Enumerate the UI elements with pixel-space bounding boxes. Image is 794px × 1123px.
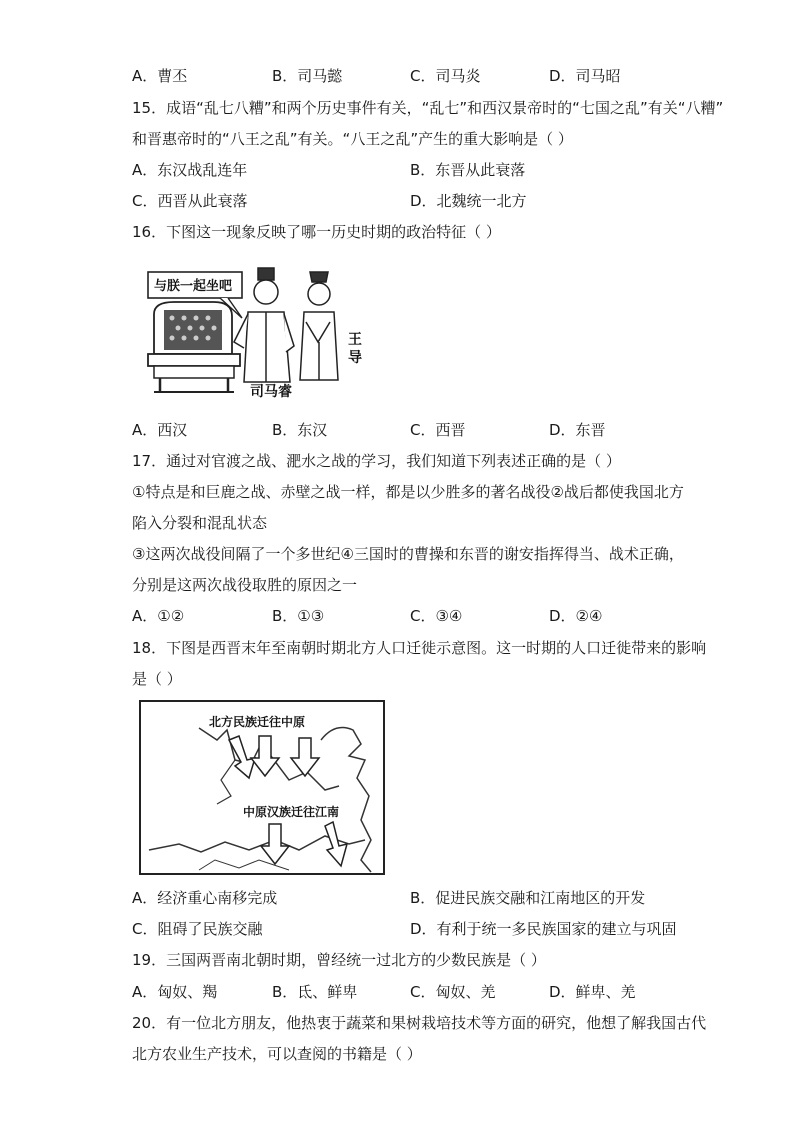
q18-stem-line2: 是（ ） xyxy=(132,670,182,688)
q17-statement-3: ③这两次战役间隔了一个多世纪④三国时的曹操和东晋的谢安指挥得当、战术正确， xyxy=(132,545,684,563)
emperor-name: 司马睿 xyxy=(250,384,292,400)
emperor-figure xyxy=(234,268,294,382)
q17-statement-1-cont: 陷入分裂和混乱状态 xyxy=(132,514,268,532)
q18-option-a: A．经济重心南移完成 xyxy=(132,889,278,907)
migration-map-svg xyxy=(139,700,385,875)
q17-stem: 17．通过对官渡之战、淝水之战的学习，我们知道下列表述正确的是（ ） xyxy=(132,452,621,470)
minister-name-2: 导 xyxy=(348,350,362,366)
q18-migration-map xyxy=(139,700,385,875)
speech-text: 与朕一起坐吧 xyxy=(154,279,233,294)
q16-figure xyxy=(140,262,368,402)
q16-option-c: C．西晋 xyxy=(410,421,466,439)
q20-stem-line1: 20．有一位北方朋友，他热衷于蔬菜和果树栽培技术等方面的研究，他想了解我国古代 xyxy=(132,1014,707,1032)
q15-option-b: B．东晋从此衰落 xyxy=(410,161,526,179)
q16-option-b: B．东汉 xyxy=(272,421,328,439)
q19-option-d: D．鲜卑、羌 xyxy=(549,983,636,1001)
q15-option-c: C．西晋从此衰落 xyxy=(132,192,248,210)
q17-option-c: C．③④ xyxy=(410,607,463,625)
q17-option-d: D．②④ xyxy=(549,607,603,625)
q16-option-a: A．西汉 xyxy=(132,421,188,439)
throne-icon xyxy=(148,302,240,392)
minister-name-1: 王 xyxy=(348,332,362,348)
q15-option-a: A．东汉战乱连年 xyxy=(132,161,248,179)
q17-option-a: A．①② xyxy=(132,607,185,625)
q20-stem-line2: 北方农业生产技术，可以查阅的书籍是（ ） xyxy=(132,1045,422,1063)
q15-stem-line1: 15．成语“乱七八糟”和两个历史事件有关，“乱七”和西汉景帝时的“七国之乱”有关“八糟” xyxy=(132,99,724,117)
q14-option-b: B．司马懿 xyxy=(272,67,343,85)
q18-option-c: C．阻碍了民族交融 xyxy=(132,920,263,938)
q18-option-b: B．促进民族交融和江南地区的开发 xyxy=(410,889,646,907)
q14-option-a: A．曹丕 xyxy=(132,67,188,85)
q19-option-c: C．匈奴、羌 xyxy=(410,983,496,1001)
q19-option-a: A．匈奴、羯 xyxy=(132,983,218,1001)
q17-option-b: B．①③ xyxy=(272,607,325,625)
q14-option-c: C．司马炎 xyxy=(410,67,481,85)
q15-stem-line2: 和晋惠帝时的“八王之乱”有关。“八王之乱”产生的重大影响是（ ） xyxy=(132,130,573,148)
q17-statement-3-cont: 分别是这两次战役取胜的原因之一 xyxy=(132,576,358,594)
emperor-invites-minister-illustration xyxy=(140,262,368,402)
south-migration-label: 中原汉族迁往江南 xyxy=(243,805,340,819)
north-migration-label: 北方民族迁往中原 xyxy=(209,715,306,729)
q14-option-d: D．司马昭 xyxy=(549,67,621,85)
q15-option-d: D．北魏统一北方 xyxy=(410,192,527,210)
q19-stem: 19．三国两晋南北朝时期，曾经统一过北方的少数民族是（ ） xyxy=(132,951,546,969)
q17-statement-1: ①特点是和巨鹿之战、赤壁之战一样，都是以少胜多的著名战役②战后都使我国北方 xyxy=(132,483,684,501)
q19-option-b: B．氐、鲜卑 xyxy=(272,983,358,1001)
q16-option-d: D．东晋 xyxy=(549,421,606,439)
minister-figure xyxy=(300,272,338,380)
q18-option-d: D．有利于统一多民族国家的建立与巩固 xyxy=(410,920,677,938)
q16-stem: 16．下图这一现象反映了哪一历史时期的政治特征（ ） xyxy=(132,223,501,241)
q18-stem-line1: 18．下图是西晋末年至南朝时期北方人口迁徙示意图。这一时期的人口迁徙带来的影响 xyxy=(132,639,707,657)
